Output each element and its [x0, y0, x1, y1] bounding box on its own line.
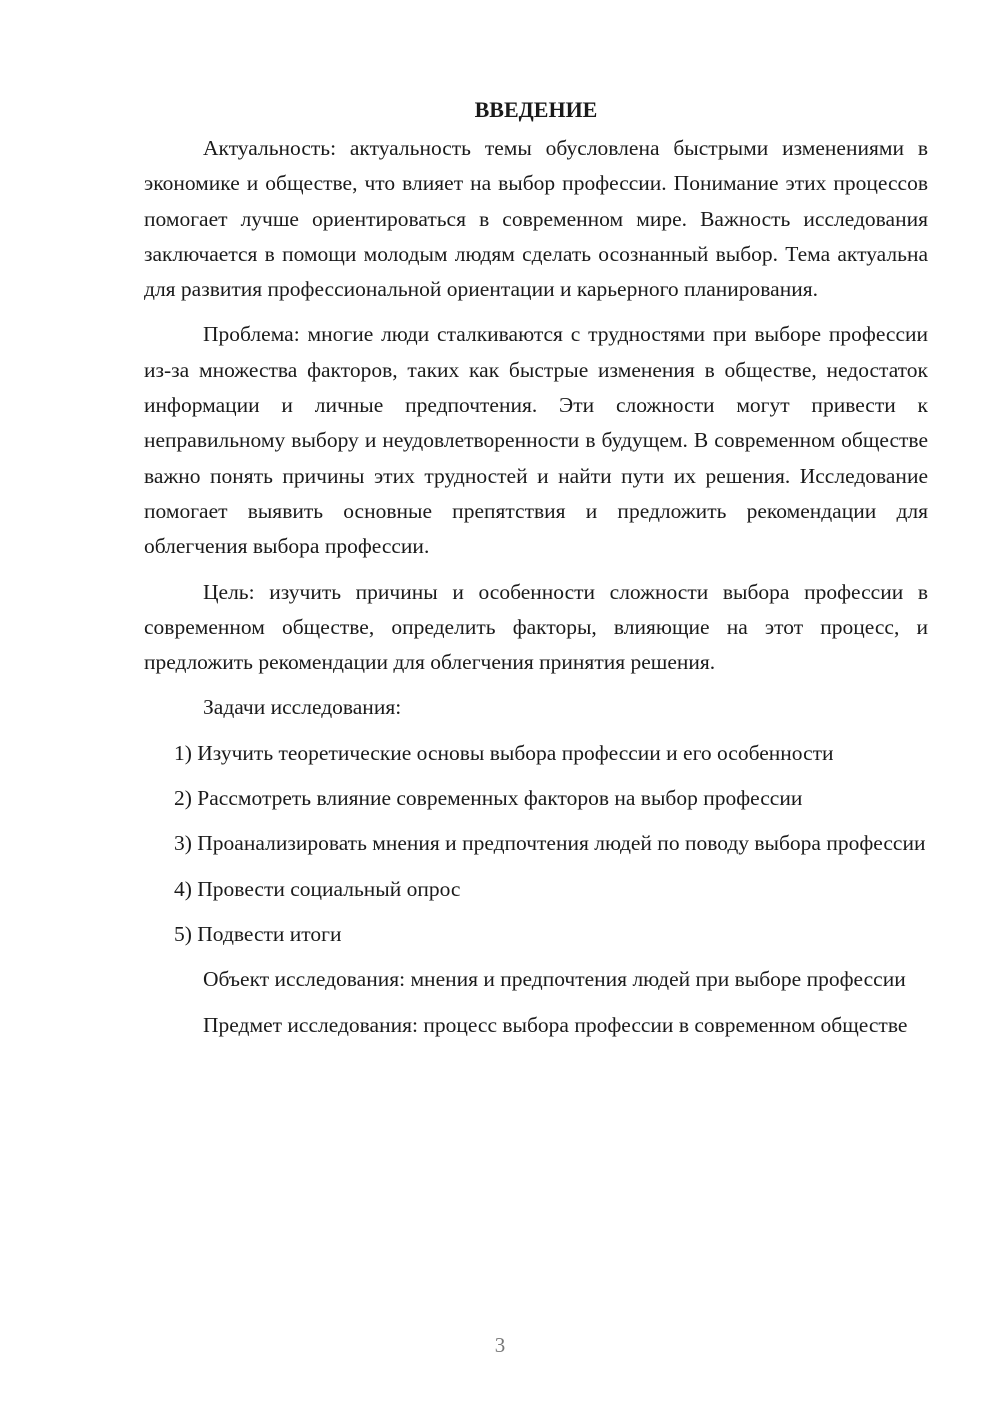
problem-paragraph: Проблема: многие люди сталкиваются с трудностями при выборе профессии из-за множества факторов, таких как быстрые изменения в обществе, недостаток информации и личные предпочтения. Эти сложности могут привести к неправильному выбору и неудовлетворенности в будущем. В современном обществе важно понять причины этих трудностей и найти пути их решения. Исследование помогает выявить основные препятствия и предложить рекомендации для облегчения выбора профессии.: [144, 322, 928, 559]
task-item: 5) Подвести итоги: [174, 921, 342, 946]
object-paragraph: Объект исследования: мнения и предпочтения людей при выборе профессии: [203, 967, 906, 992]
document-page: [144, 92, 928, 1053]
section-title: ВВЕДЕНИЕ: [474, 97, 598, 122]
relevance-paragraph: Актуальность: актуальность темы обусловлена быстрыми изменениями в экономике и обществе, что влияет на выбор профессии. Понимание этих процессов помогает лучше ориентироваться в современном мире. Важность исследования заключается в помощи молодым людям сделать осознанный выбор. Тема актуальна для развития профессиональной ориентации и карьерного планирования.: [144, 136, 928, 302]
tasks-heading: Задачи исследования:: [203, 695, 402, 720]
subject-paragraph: Предмет исследования: процесс выбора профессии в современном обществе: [203, 1012, 908, 1037]
task-item: 2) Рассмотреть влияние современных факторов на выбор профессии: [174, 786, 803, 811]
task-item: 3) Проанализировать мнения и предпочтения людей по поводу выбора профессии: [174, 831, 926, 856]
task-item: 4) Провести социальный опрос: [174, 876, 461, 901]
page-number: 3: [494, 1333, 506, 1357]
tasks-list: [144, 736, 928, 952]
task-item: 1) Изучить теоретические основы выбора профессии и его особенности: [174, 740, 834, 765]
goal-paragraph: Цель: изучить причины и особенности сложности выбора профессии в современном обществе, определить факторы, влияющие на этот процесс, и предложить рекомендации для облегчения принятия решения.: [144, 579, 928, 675]
